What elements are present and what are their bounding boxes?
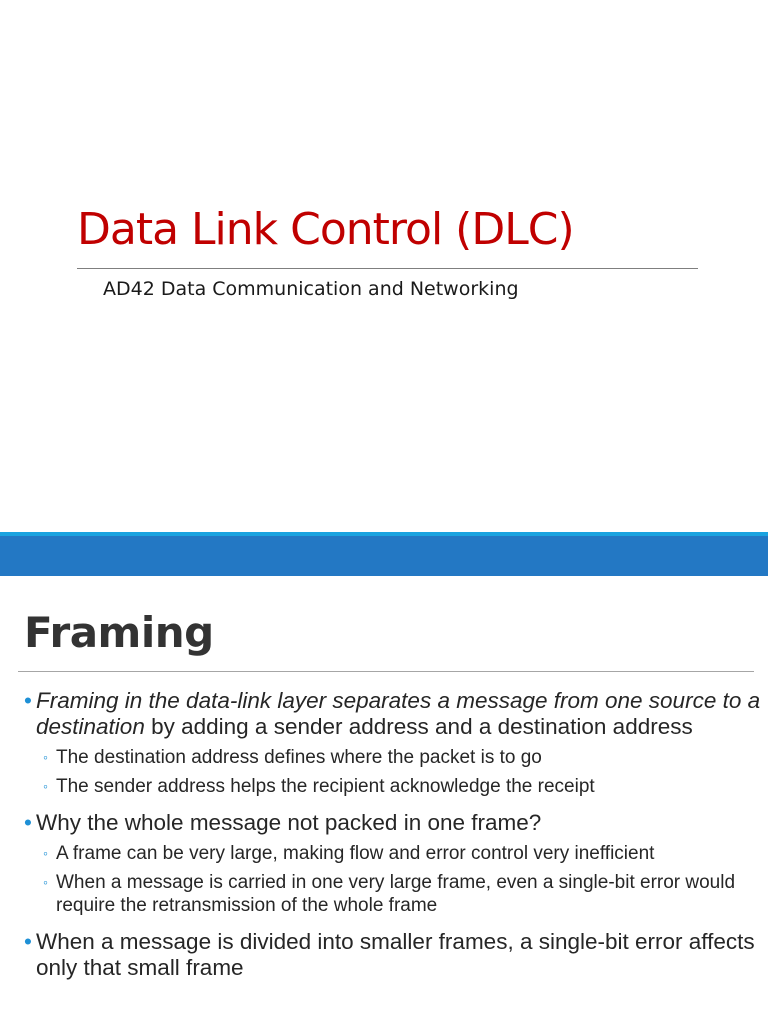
sub-bullet-text: The destination address defines where the packet is to go [56,747,542,768]
sub-bullet-item [24,775,762,798]
sub-bullet-item [24,871,762,917]
slide-heading: Framing [24,608,214,657]
slide-subtitle: AD42 Data Communication and Networking [103,278,519,300]
bullet-italic-text: Framing in the data-link layer separates a message from one source to a destination [36,688,761,739]
bullet-text: Why the whole message not packed in one frame? [36,810,542,835]
slide-title: Data Link Control (DLC) [77,204,574,255]
framing-slide [0,576,768,1024]
sub-bullet-text: When a message is carried in one very large frame, even a single-bit error would require the retransmission of the whole frame [56,872,736,916]
bullet-item [24,688,762,740]
bullet-dot-icon: • [24,688,32,713]
bullet-dot-icon: • [24,810,32,835]
sub-bullet-item [24,842,762,865]
bullet-item [24,810,762,836]
sub-bullet-text: A frame can be very large, making flow and error control very inefficient [56,843,655,864]
title-underline [77,268,698,269]
sub-bullet-ring-icon: ◦ [43,874,48,890]
bullet-text: by adding a sender address and a destination address [144,714,693,739]
slide-divider-bar [0,532,768,576]
heading-underline [18,671,754,672]
sub-bullet-ring-icon: ◦ [43,845,48,861]
sub-bullet-text: The sender address helps the recipient acknowledge the receipt [56,776,595,797]
sub-bullet-ring-icon: ◦ [43,749,48,765]
bullet-dot-icon: • [24,929,32,954]
sub-bullet-item [24,746,762,769]
bullet-item [24,929,762,981]
bullet-text: When a message is divided into smaller frames, a single-bit error affects only that small frame [36,929,755,980]
sub-bullet-ring-icon: ◦ [43,778,48,794]
bullet-list [24,688,762,981]
